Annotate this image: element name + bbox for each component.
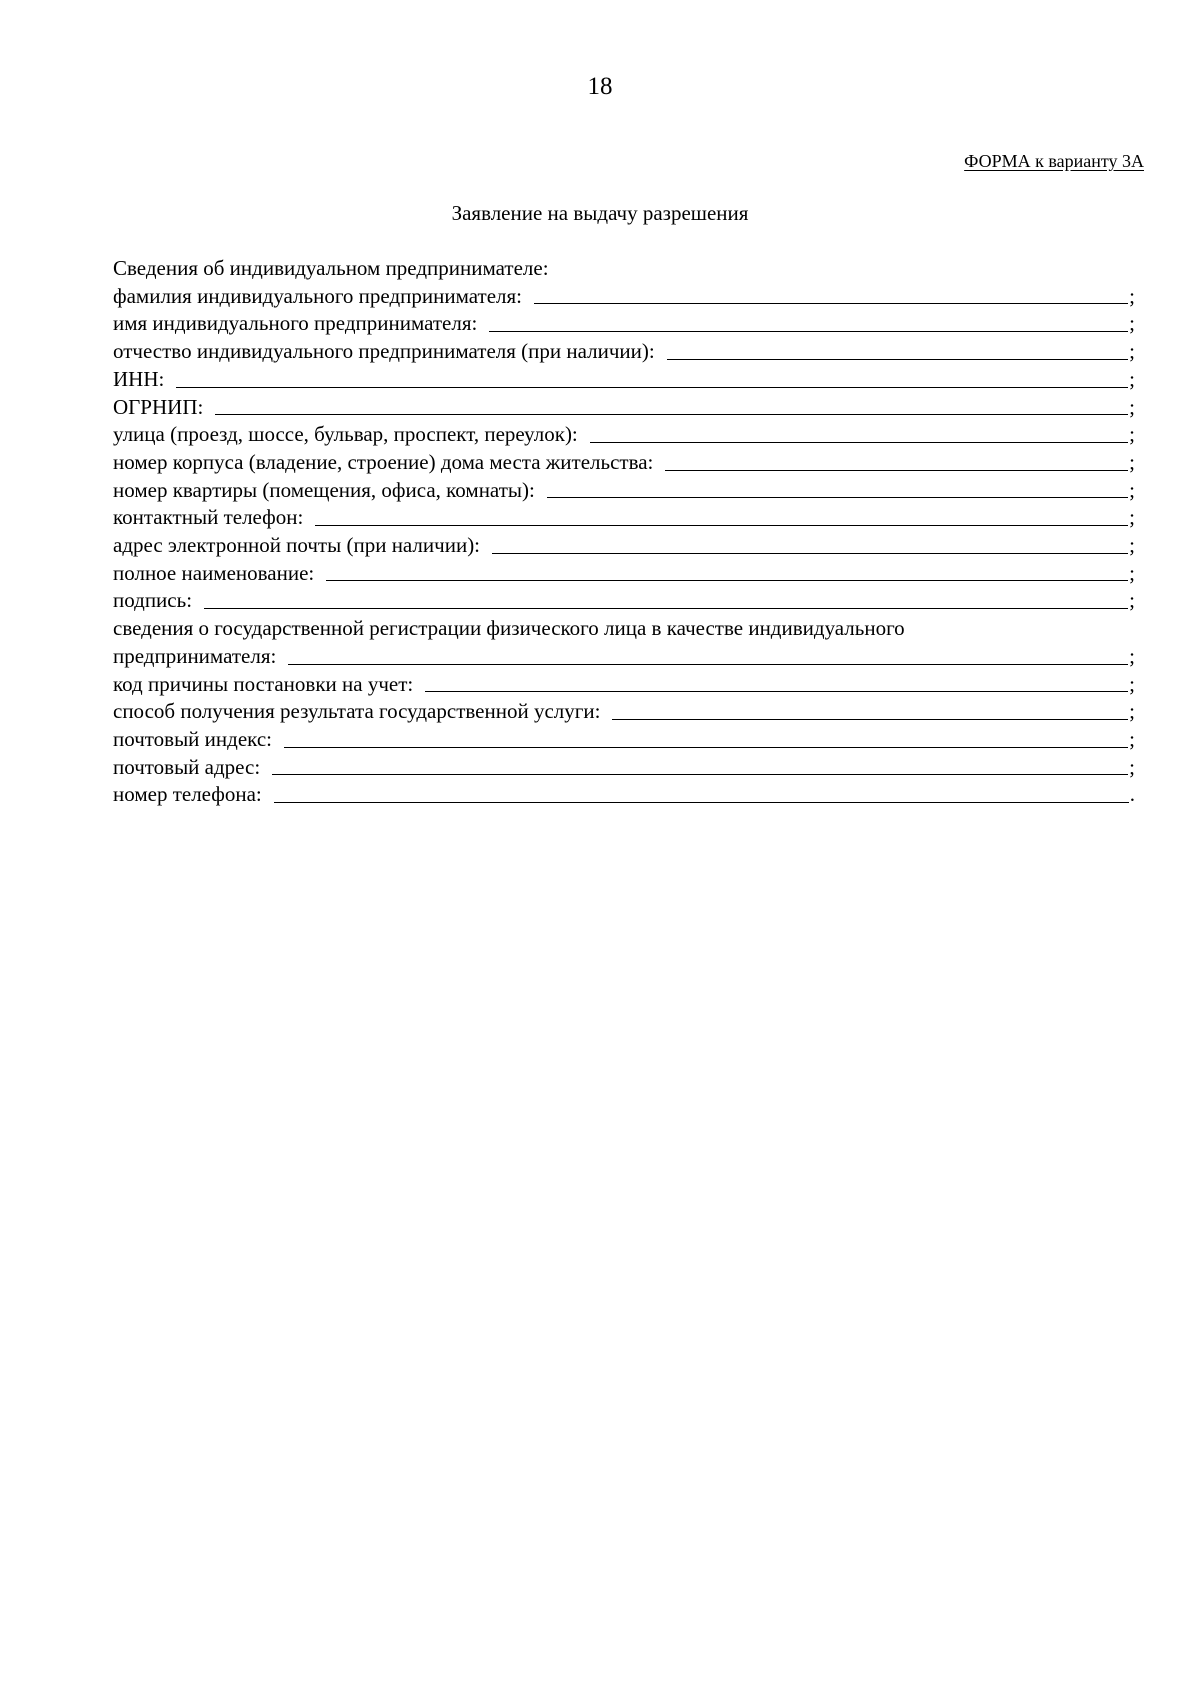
field-end-mark: ; [1129,588,1135,613]
field-end-mark: ; [1129,477,1135,502]
field-building [113,449,1135,477]
field-registration [113,643,1135,671]
fill-in-line[interactable] [667,341,1128,360]
fill-in-line[interactable] [288,646,1128,665]
application-form [113,255,1135,809]
field-end-mark: ; [1129,311,1135,336]
field-label: адрес электронной почты (при наличии): [113,533,481,558]
field-end-mark: ; [1129,726,1135,751]
field-signature [113,587,1135,615]
field-label: номер телефона: [113,782,262,807]
field-patronymic [113,338,1135,366]
field-label: полное наименование: [113,560,315,585]
field-surname [113,283,1135,311]
field-full-name [113,560,1135,588]
page-number: 18 [587,73,613,100]
field-first-name [113,310,1135,338]
field-end-mark: . [1129,782,1135,807]
field-end-mark: ; [1129,671,1135,696]
field-label: отчество индивидуального предпринимателя (при наличии): [113,339,655,364]
fill-in-line[interactable] [534,285,1128,304]
section-heading: Сведения об индивидуальном предпринимателе: [113,256,549,280]
fill-in-line[interactable] [204,590,1128,609]
field-label: имя индивидуального предпринимателя: [113,311,478,336]
field-label: способ получения результата государственной услуги: [113,699,601,724]
field-end-mark: ; [1129,339,1135,364]
fill-in-line[interactable] [612,701,1128,720]
field-label: номер квартиры (помещения, офиса, комнаты): [113,477,535,502]
field-end-mark: ; [1129,366,1135,391]
field-apartment [113,477,1135,505]
field-postal-code [113,726,1135,754]
fill-in-line[interactable] [326,562,1128,581]
fill-in-line[interactable] [547,479,1128,498]
field-label: номер корпуса (владение, строение) дома места жительства: [113,449,654,474]
field-end-mark: ; [1129,699,1135,724]
fill-in-line[interactable] [272,756,1128,775]
field-end-mark: ; [1129,449,1135,474]
fill-in-line[interactable] [215,396,1128,415]
field-end-mark: ; [1129,754,1135,779]
field-label: почтовый индекс: [113,726,272,751]
field-label: улица (проезд, шоссе, бульвар, проспект, переулок): [113,422,578,447]
field-contact-phone [113,504,1135,532]
field-kpp [113,671,1135,699]
fill-in-line[interactable] [489,313,1128,332]
fill-in-line[interactable] [315,507,1128,526]
field-end-mark: ; [1129,283,1135,308]
field-label: предпринимателя: [113,643,277,668]
field-end-mark: ; [1129,394,1135,419]
field-end-mark: ; [1129,533,1135,558]
field-label: почтовый адрес: [113,754,261,779]
field-email [113,532,1135,560]
field-label: код причины постановки на учет: [113,671,414,696]
field-end-mark: ; [1129,560,1135,585]
field-label: подпись: [113,588,193,613]
fill-in-line[interactable] [492,535,1128,554]
fill-in-line[interactable] [176,369,1128,388]
fill-in-line[interactable] [284,729,1128,748]
fill-in-line[interactable] [665,452,1128,471]
field-delivery-method [113,698,1135,726]
document-title: Заявление на выдачу разрешения [451,201,749,225]
field-label: ИНН: [113,366,165,391]
field-ogrnip [113,394,1135,422]
field-label: фамилия индивидуального предпринимателя: [113,283,522,308]
field-postal-address [113,754,1135,782]
field-phone-number [113,781,1135,809]
form-reference: ФОРМА к варианту 3А [964,151,1144,171]
fill-in-line[interactable] [590,424,1128,443]
field-label: ОГРНИП: [113,394,204,419]
field-end-mark: ; [1129,505,1135,530]
registration-text: сведения о государственной регистрации физического лица в качестве индивидуального [113,616,905,641]
field-inn [113,366,1135,394]
field-end-mark: ; [1129,643,1135,668]
fill-in-line[interactable] [274,784,1129,803]
field-street [113,421,1135,449]
field-label: контактный телефон: [113,505,304,530]
fill-in-line[interactable] [425,673,1128,692]
field-end-mark: ; [1129,422,1135,447]
